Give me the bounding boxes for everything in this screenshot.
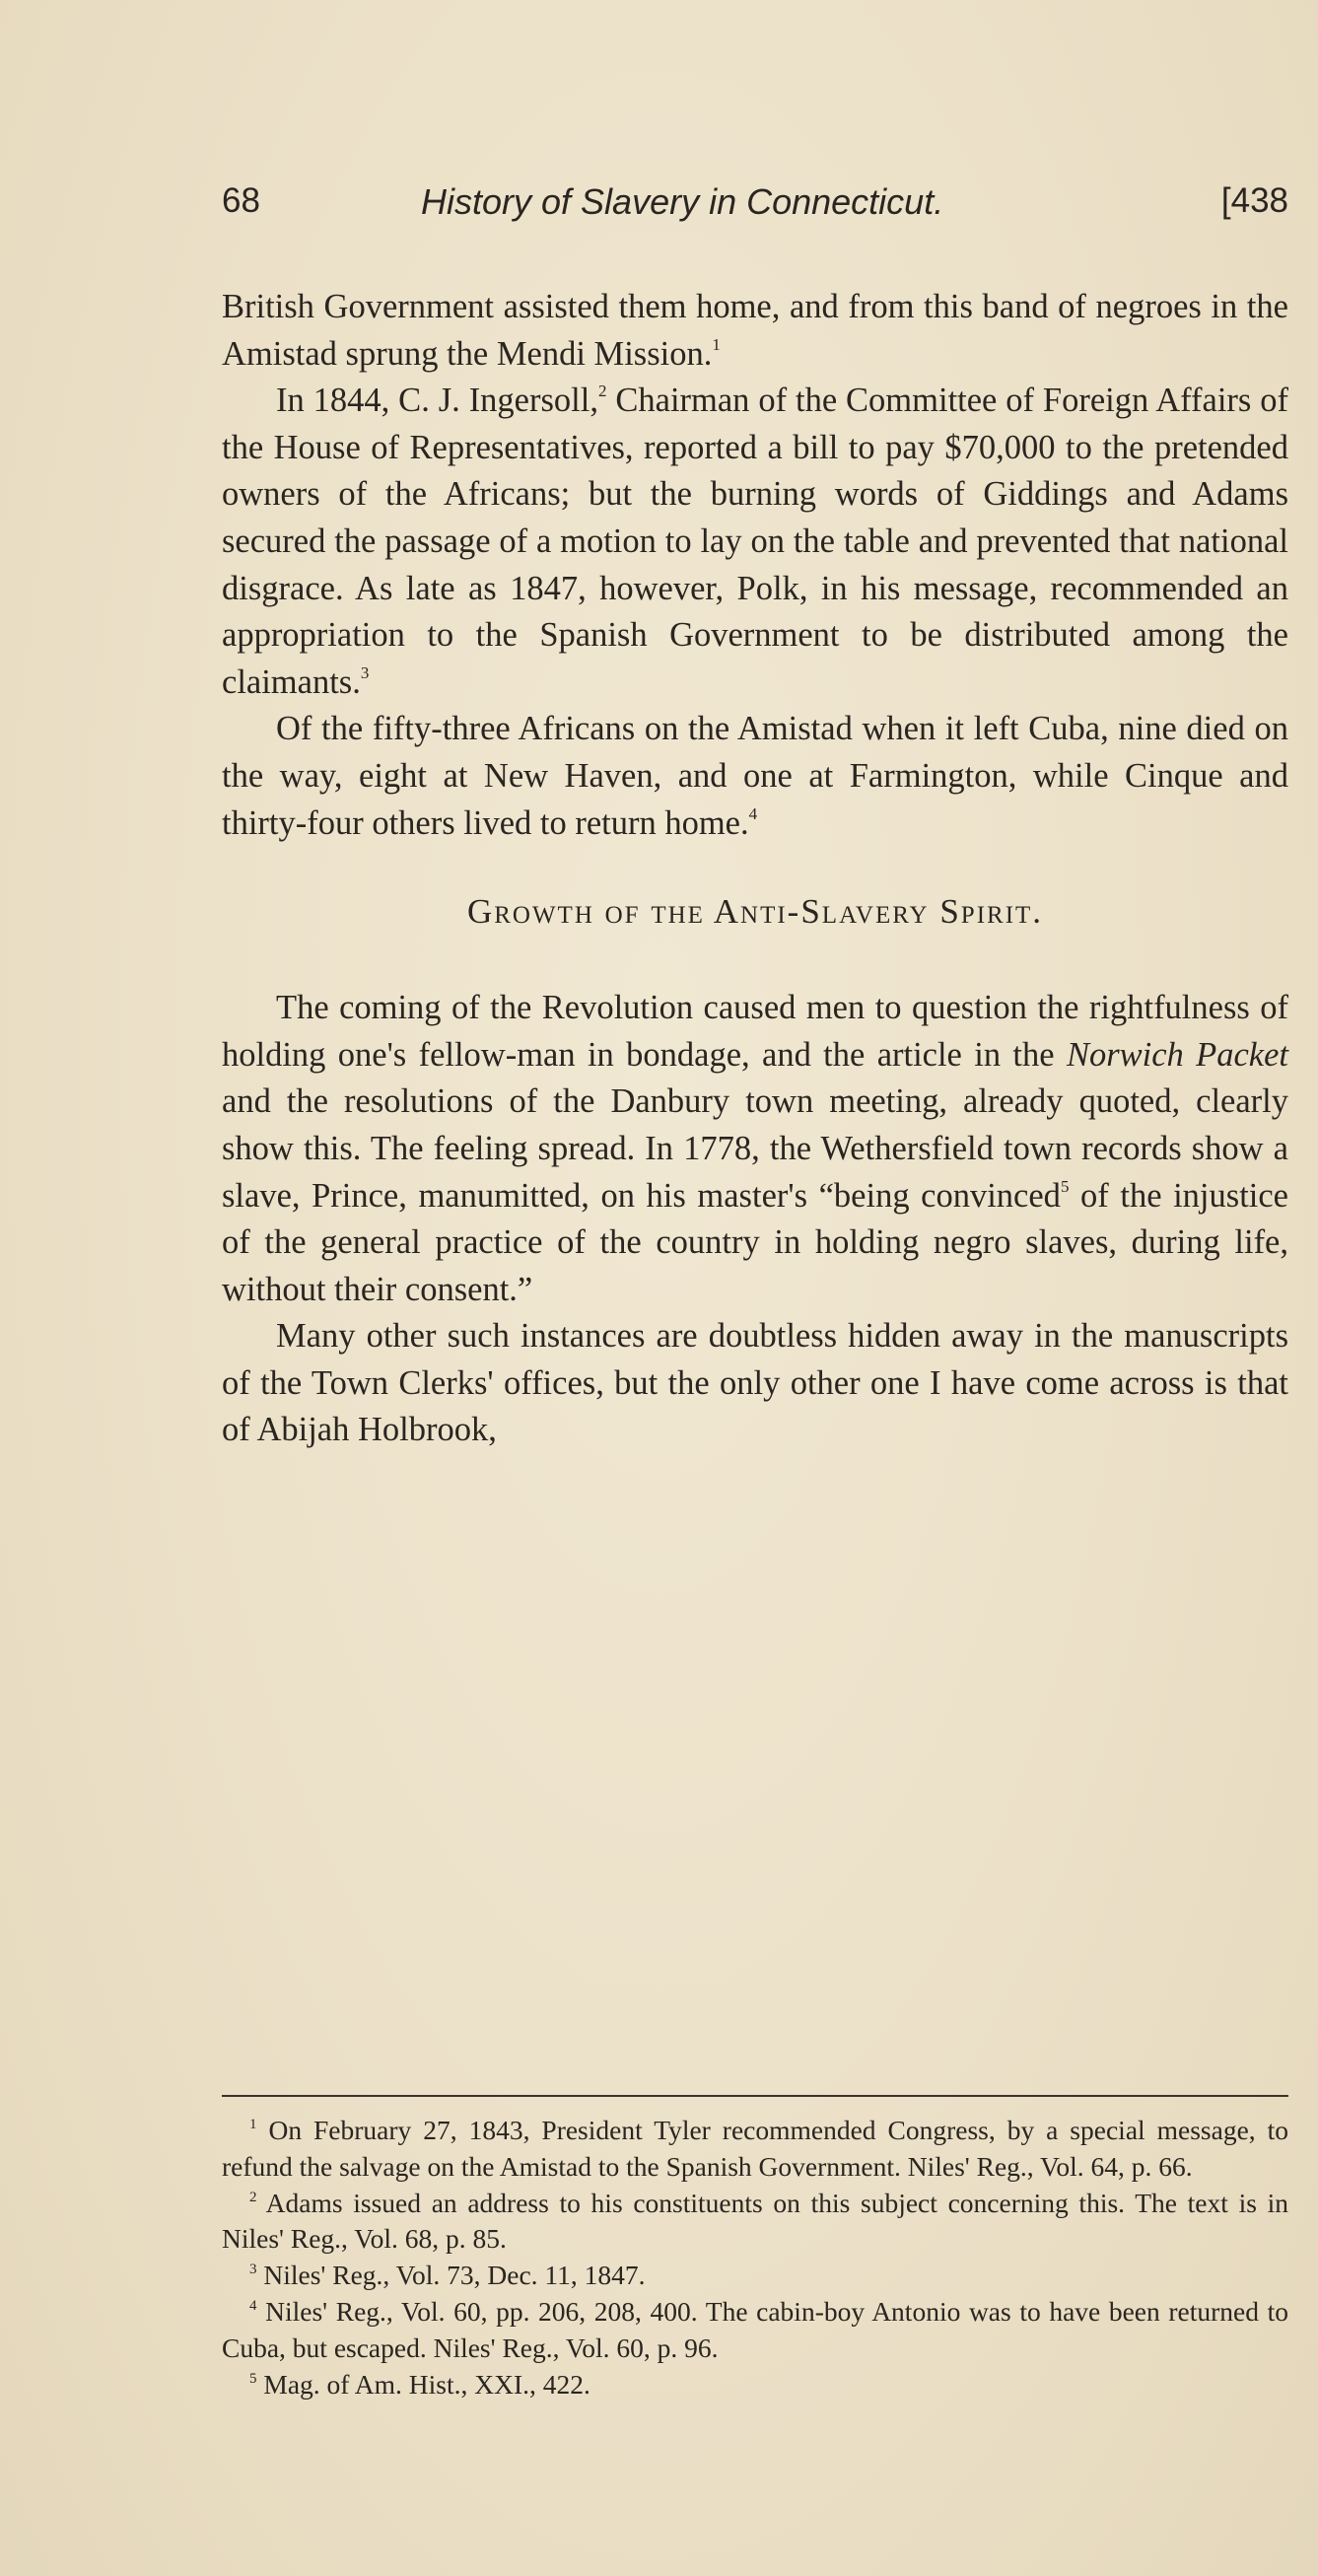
paragraph: In 1844, C. J. Ingersoll,$^2$ Chairman of the Committee of Foreign Affairs of the House of Representatives, reported a bill to pay $70,000 to the pretended owners of the Africans; but the burning words of Giddings and Adams secured the passage of a motion to lay on the table and prevented that national disgrace. As late as 1847, however, Polk, in his message, recommended an appropriation to the Spanish Government to be distributed among the claimants.$^3$ — [222, 382, 1288, 701]
section-heading: Growth of the Anti-Slavery Spirit. — [466, 892, 1044, 932]
footnote-ref: 1 — [712, 334, 721, 354]
footnote: $^4$ Niles' Reg., Vol. 60, pp. 206, 208, 400. The cabin-boy Antonio was to have been returned to Cuba, but escaped. Niles' Reg., Vol. 60, p. 96. — [222, 2295, 1288, 2363]
newspaper-title: Norwich Packet — [1066, 1035, 1288, 1074]
footnote-ref: 2 — [597, 382, 607, 401]
footnote-ref: 5 — [1060, 1176, 1070, 1196]
footnote: $^5$ Mag. of Am. Hist., XXI., 422. — [249, 2368, 590, 2400]
paragraph: British Government assisted them home, and from this band of negroes in the Amistad sprung the Mendi Mission.$^1$ — [222, 288, 1288, 373]
bracket-page-number: [438 — [1220, 181, 1288, 220]
footnotes — [222, 2113, 1288, 2402]
running-title: History of Slavery in Connecticut. — [421, 181, 944, 222]
footnote: $^2$ Adams issued an address to his constituents on this subject concerning this. The text is in Niles' Reg., Vol. 68, p. 85. — [222, 2187, 1288, 2255]
footnote-ref: 4 — [748, 803, 758, 823]
footnote: $^1$ On February 27, 1843, President Tyler recommended Congress, by a special message, to refund the salvage on the Amistad to the Spanish Government. Niles' Reg., Vol. 64, p. 66. — [222, 2115, 1288, 2182]
footnote-ref: 3 — [360, 662, 370, 682]
running-head — [222, 181, 1288, 231]
footnote: $^3$ Niles' Reg., Vol. 73, Dec. 11, 1847. — [249, 2260, 646, 2291]
body-text — [222, 284, 1288, 1454]
footnote-rule — [222, 2095, 1288, 2097]
paragraph: The coming of the Revolution caused men to question the rightfulness of holding one's fellow-man in bondage, and the article in the Norwich Packet and the resolutions of the Danbury town meeting, already quoted, clearly show this. The feeling spread. In 1778, the Wethersfield town records show a slave, Prince, manumitted, on his master's “being convinced$^5$ of the injustice of the general practice of the country in holding negro slaves, during life, without their consent.” — [222, 989, 1288, 1308]
paragraph: Many other such instances are doubtless hidden away in the manuscripts of the Town Clerks' offices, but the only other one I have come across is that of Abijah Holbrook, — [222, 1317, 1288, 1449]
paragraph: Of the fifty-three Africans on the Amistad when it left Cuba, nine died on the way, eight at New Haven, and one at Farmington, while Cinque and thirty-four others lived to return home.$^4$ — [222, 710, 1288, 842]
page-number: 68 — [222, 181, 260, 220]
